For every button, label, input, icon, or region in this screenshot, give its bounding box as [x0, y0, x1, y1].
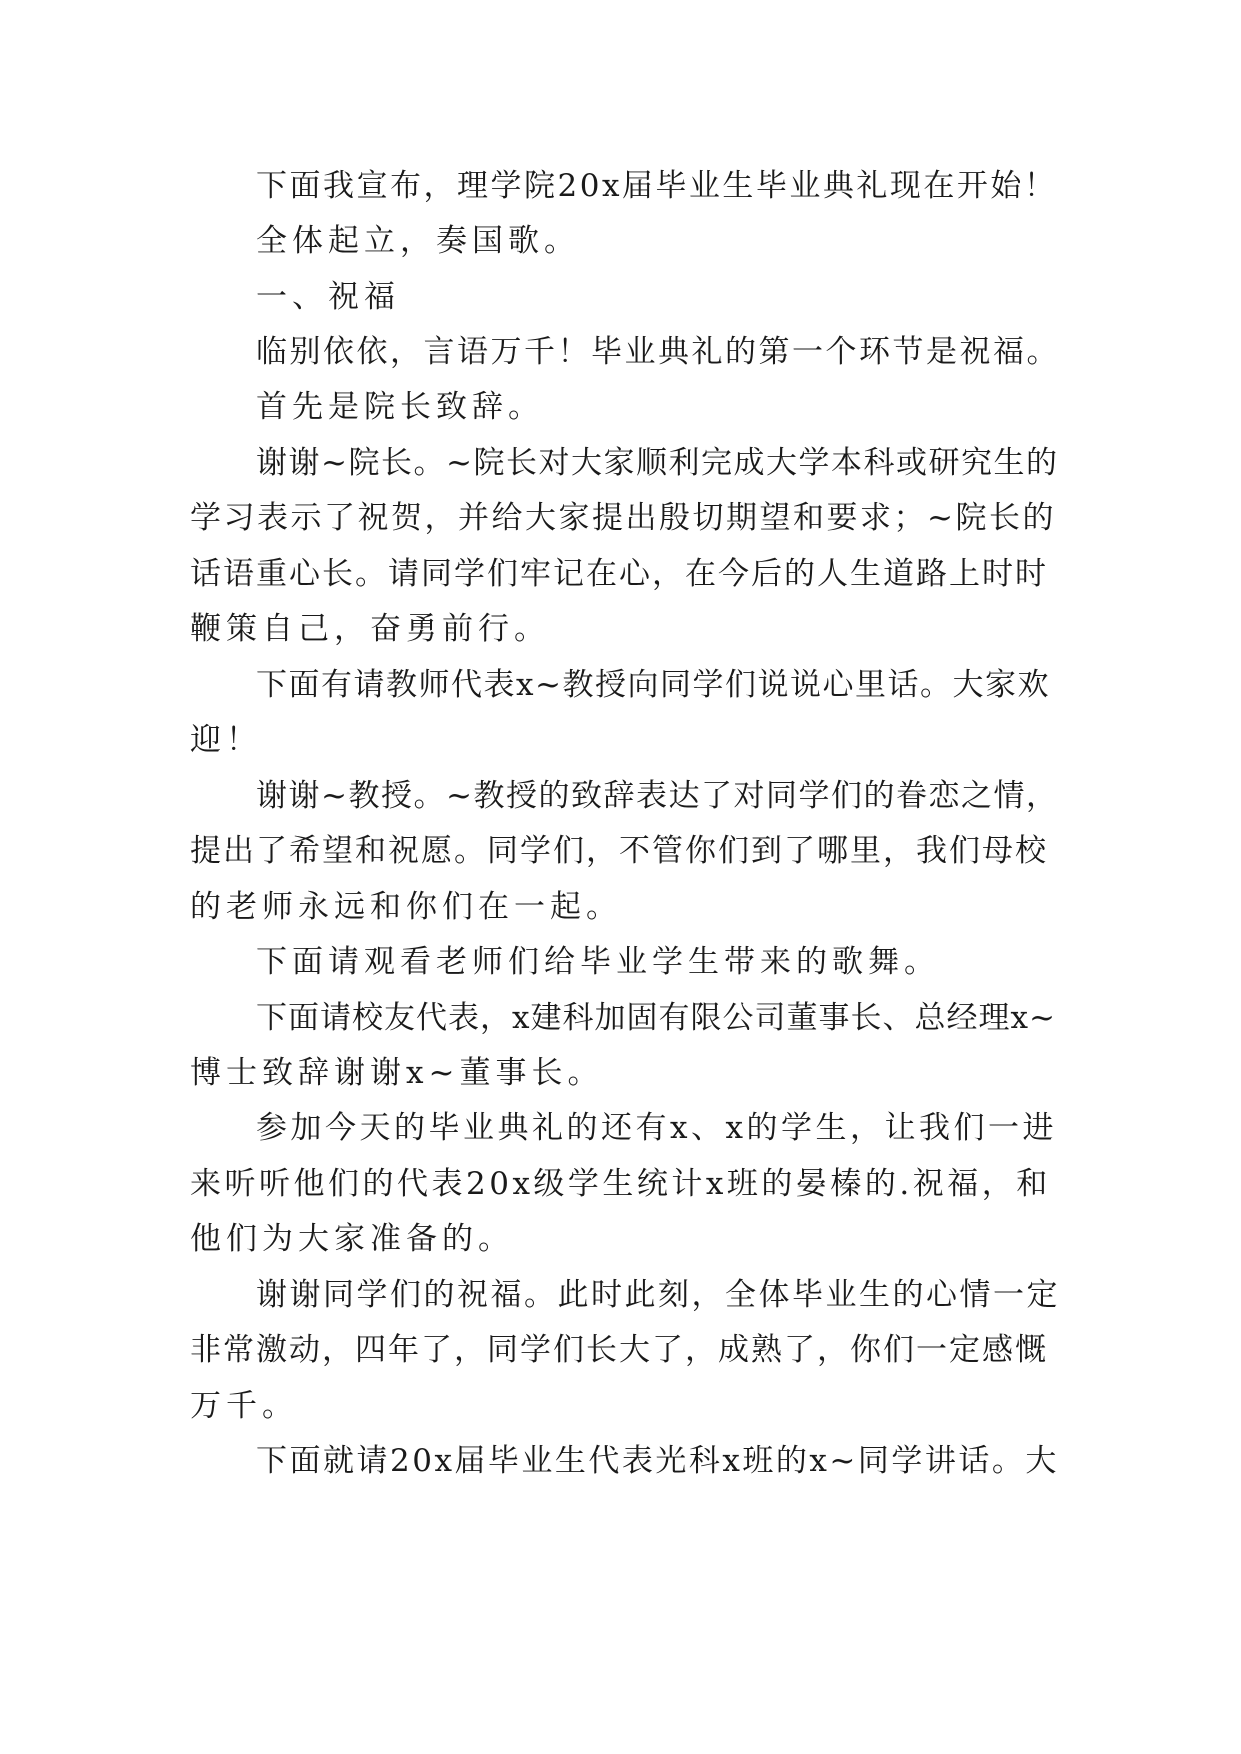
- paragraph-line: 下面有请教师代表x~教授向同学们说说心里话。大家欢: [256, 667, 1050, 703]
- paragraph-line: 谢谢~院长。~院长对大家顺利完成大学本科或研究生的: [256, 445, 1059, 481]
- paragraph-line: 下面我宣布，理学院20x届毕业生毕业典礼现在开始！: [256, 168, 1058, 204]
- paragraph-line: 下面就请20x届毕业生代表光科x班的x~同学讲话。大: [256, 1443, 1059, 1479]
- paragraph-line: 万千。: [190, 1388, 298, 1424]
- paragraph-line: 学习表示了祝贺，并给大家提出殷切期望和要求；~院长的: [190, 500, 1056, 536]
- paragraph-line: 谢谢同学们的祝福。此时此刻，全体毕业生的心情一定: [256, 1277, 1060, 1313]
- paragraph-line: 下面请校友代表，x建科加固有限公司董事长、总经理x~: [256, 1000, 1056, 1036]
- paragraph-line: 他们为大家准备的。: [190, 1221, 514, 1257]
- paragraph-line: 临别依依，言语万千！毕业典礼的第一个环节是祝福。: [256, 334, 1060, 370]
- paragraph-line: 迎！: [190, 722, 262, 758]
- paragraph-line: 的老师永远和你们在一起。: [190, 889, 622, 925]
- paragraph-line: 话语重心长。请同学们牢记在心，在今后的人生道路上时时: [190, 556, 1048, 592]
- paragraph-line: 鞭策自己，奋勇前行。: [190, 611, 550, 647]
- paragraph-line: 非常激动，四年了，同学们长大了，成熟了，你们一定感慨: [190, 1332, 1048, 1368]
- paragraph-line: 首先是院长致辞。: [256, 389, 544, 425]
- section-heading: 一、祝福: [256, 279, 400, 315]
- paragraph-line: 参加今天的毕业典礼的还有x、x的学生，让我们一进: [256, 1110, 1057, 1146]
- paragraph-line: 全体起立，奏国歌。: [256, 223, 580, 259]
- paragraph-line: 博士致辞谢谢x~董事长。: [190, 1055, 604, 1091]
- paragraph-line: 谢谢~教授。~教授的致辞表达了对同学们的眷恋之情，: [256, 778, 1059, 814]
- paragraph-line: 来听听他们的代表20x级学生统计x班的晏榛的.祝福，和: [190, 1166, 1051, 1202]
- paragraph-line: 提出了希望和祝愿。同学们，不管你们到了哪里，我们母校: [190, 833, 1048, 869]
- paragraph-line: 下面请观看老师们给毕业学生带来的歌舞。: [256, 944, 940, 980]
